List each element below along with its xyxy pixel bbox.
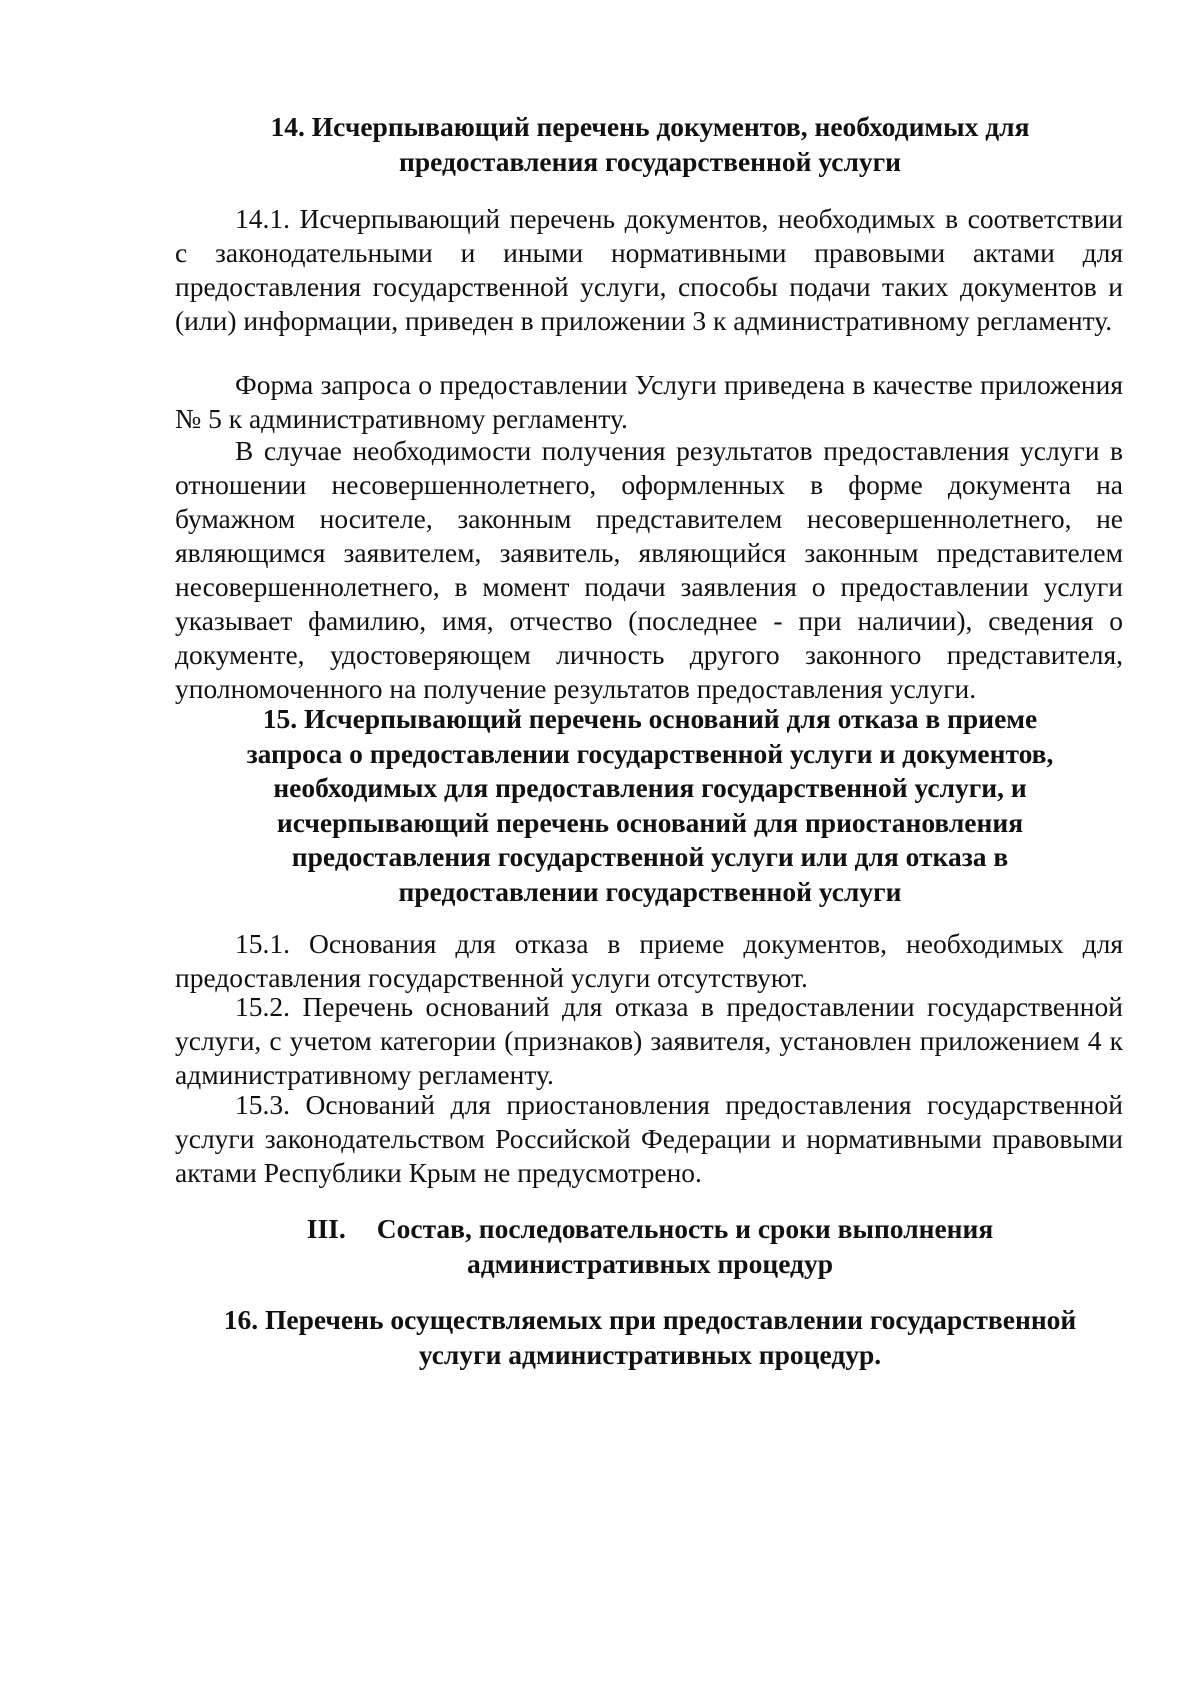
heading-line: предоставлении государственной услуги bbox=[398, 875, 902, 907]
paragraph-14-1: 14.1. Исчерпывающий перечень документов, необходимых в соответствии с законодательными и иными нормативными правовыми актами для предоставления государственной услуги, способы подачи таких документов и (или) информации, приведен в приложении 3 к административному регламенту. bbox=[175, 203, 1123, 336]
paragraph-14-minor: В случае необходимости получения результатов предоставления услуги в отношении несовершеннолетнего, оформленных в форме документа на бумажном носителе, законным представителем несовершеннолетнего, не являющимся заявителем, заявитель, являющийся законным представителем несовершеннолетнего, в момент подачи заявления о предоставлении услуги указывает фамилию, имя, отчество (последнее - при наличии), сведения о документе, удостоверяющем личность другого законного представителя, уполномоченного на получение результатов предоставления услуги. bbox=[175, 435, 1123, 704]
heading-line: услуги административных процедур. bbox=[418, 1338, 882, 1370]
heading-line: 14. Исчерпывающий перечень документов, необходимых для bbox=[270, 111, 1030, 142]
paragraph-14-form: Форма запроса о предоставлении Услуги приведена в качестве приложения № 5 к административному регламенту. bbox=[175, 369, 1123, 434]
chapter-title-line-2: административных процедур bbox=[467, 1247, 833, 1279]
heading-line: запроса о предоставлении государственной услуги и документов, bbox=[246, 737, 1054, 769]
heading-line: необходимых для предоставления государственной услуги, и bbox=[273, 772, 1027, 803]
heading-chapter-III bbox=[175, 1212, 1125, 1281]
heading-line bbox=[175, 1212, 1125, 1247]
heading-section-16 bbox=[175, 1303, 1125, 1372]
paragraph-15-1: 15.1. Основания для отказа в приеме документов, необходимых для предоставления государственной услуги отсутствуют. bbox=[175, 928, 1123, 993]
heading-line: 16. Перечень осуществляемых при предоставлении государственной bbox=[223, 1304, 1077, 1335]
paragraph-15-3: 15.3. Оснований для приостановления предоставления государственной услуги законодательством Российской Федерации и нормативными правовыми актами Республики Крым не предусмотрено. bbox=[175, 1089, 1123, 1188]
paragraph-15-2: 15.2. Перечень оснований для отказа в предоставлении государственной услуги, с учетом категории (признаков) заявителя, установлен приложением 4 к административному регламенту. bbox=[175, 991, 1123, 1090]
chapter-title-line-1: Состав, последовательность и сроки выполнения bbox=[376, 1213, 994, 1244]
heading-line: исчерпывающий перечень оснований для приостановления bbox=[276, 806, 1024, 838]
heading-line: предоставления государственной услуги или для отказа в bbox=[291, 841, 1009, 872]
chapter-numeral: III. bbox=[306, 1213, 346, 1244]
heading-section-15 bbox=[175, 702, 1125, 909]
heading-line: предоставления государственной услуги bbox=[399, 145, 901, 177]
heading-section-14 bbox=[175, 110, 1125, 179]
heading-line: 15. Исчерпывающий перечень оснований для отказа в приеме bbox=[262, 703, 1038, 734]
